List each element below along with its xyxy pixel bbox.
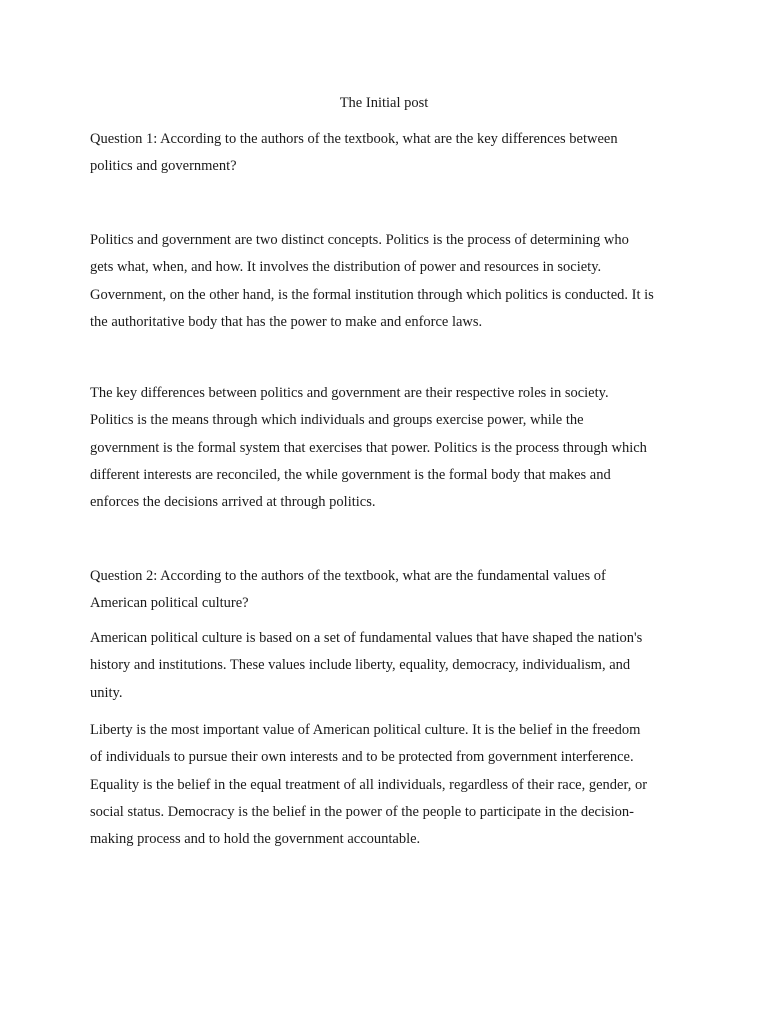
text-line: different interests are reconciled, the while government is the formal body that makes and bbox=[90, 466, 611, 483]
text-line: government is the formal system that exercises that power. Politics is the process through which bbox=[90, 439, 647, 456]
text-line: Question 2: According to the authors of the textbook, what are the fundamental values of bbox=[90, 568, 606, 584]
text-line: Government, on the other hand, is the formal institution through which politics is conducted. It is bbox=[90, 286, 654, 303]
text-line: American political culture? bbox=[90, 595, 249, 612]
text-line: the authoritative body that has the power to make and enforce laws. bbox=[90, 313, 483, 330]
question-1-paragraph bbox=[90, 126, 690, 181]
text-line: making process and to hold the government accountable. bbox=[90, 831, 421, 848]
text-line: The key differences between politics and government are their respective roles in society. bbox=[90, 385, 609, 401]
page-title: The Initial post bbox=[339, 95, 429, 111]
text-line: Equality is the belief in the equal treatment of all individuals, regardless of their race, gender, or bbox=[90, 776, 648, 793]
text-line: Question 1: According to the authors of the textbook, what are the key differences between bbox=[90, 131, 618, 147]
text-line: politics and government? bbox=[90, 158, 237, 175]
text-line: Politics is the means through which individuals and groups exercise power, while the bbox=[90, 412, 584, 429]
text-line: social status. Democracy is the belief in the power of the people to participate in the decision- bbox=[90, 803, 634, 820]
text-line: American political culture is based on a set of fundamental values that have shaped the nation's bbox=[90, 630, 643, 646]
answer-1-paragraph-2 bbox=[90, 380, 690, 516]
text-line: unity. bbox=[90, 684, 123, 701]
text-line: enforces the decisions arrived at through politics. bbox=[90, 494, 376, 511]
answer-2-paragraph-1 bbox=[90, 625, 690, 707]
text-line: Liberty is the most important value of American political culture. It is the belief in the freedom bbox=[90, 722, 641, 738]
answer-2-paragraph-2 bbox=[90, 717, 690, 853]
text-line: gets what, when, and how. It involves the distribution of power and resources in society. bbox=[90, 259, 602, 276]
text-line: Politics and government are two distinct concepts. Politics is the process of determining who bbox=[90, 232, 629, 248]
text-line: history and institutions. These values include liberty, equality, democracy, individualism, and bbox=[90, 657, 631, 674]
text-line: of individuals to pursue their own interests and to be protected from government interference. bbox=[90, 749, 634, 766]
answer-1-paragraph-1 bbox=[90, 227, 690, 336]
question-2-paragraph bbox=[90, 563, 690, 618]
